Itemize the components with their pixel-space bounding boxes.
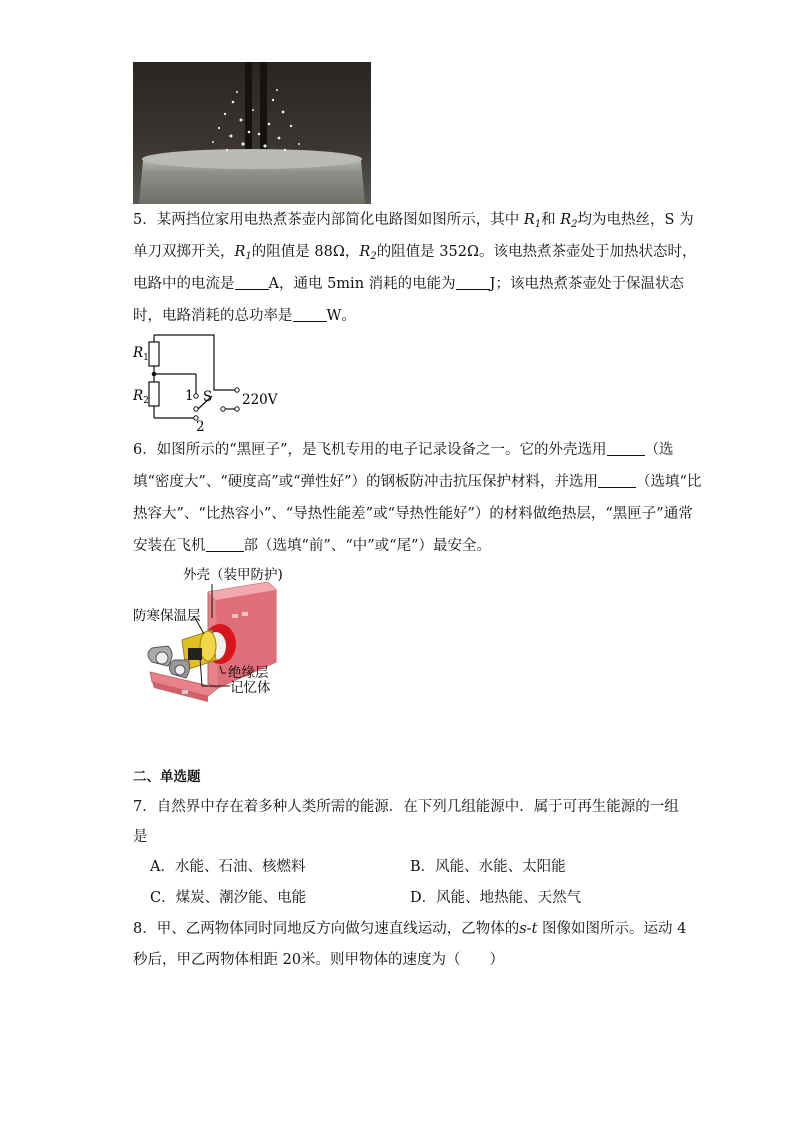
circuit-diagram [130, 330, 290, 432]
switch-label: S [203, 389, 213, 405]
section-heading-single-choice: 二、单选题 [133, 769, 201, 785]
label-cold-protection-layer: 防寒保温层 [133, 608, 201, 624]
q6-line-2: 填“密度大”、“硬度高”或“弹性好”）的钢板防冲击抗压保护材料，并选用 （选填“比 [133, 474, 702, 490]
q8-line-1: 8．甲、乙两物体同时同地反方向做匀速直线运动，乙物体的s-t 图像如图所示。运动 4 [133, 921, 687, 937]
contact-2-label: 2 [196, 419, 205, 432]
q8-line-2: 秒后，甲乙两物体相距 20米。则甲物体的速度为（ ） [133, 952, 505, 968]
q7-line-2: 是 [133, 829, 148, 845]
q5-line-2: 单刀双掷开关，$R_1$的阻值是 88Ω，$R_2$的阻值是 352Ω。该电热煮茶壶处于加热状态时， [133, 244, 697, 262]
q5-line-4: 时，电路消耗的总功率是 W。 [133, 308, 356, 324]
answer-blank[interactable] [206, 537, 244, 552]
answer-blank[interactable] [456, 275, 490, 290]
r1-label: $R_1$ [133, 345, 149, 363]
answer-blank[interactable] [235, 275, 269, 290]
answer-blank[interactable] [598, 473, 636, 488]
q7-option-b[interactable]: B．风能、水能、太阳能 [410, 859, 566, 875]
q7-option-c[interactable]: C．煤炭、潮汐能、电能 [150, 890, 307, 906]
black-box-figure [130, 562, 310, 720]
label-insulation-layer: 绝缘层 [228, 665, 269, 681]
voltage-label: 220V [242, 392, 278, 408]
q5-line-1: 5．某两挡位家用电热煮茶壶内部简化电路图如图所示，其中 $R_1$和 $R_2$均为电热丝，S 为 [133, 212, 694, 230]
label-shell: 外壳（装甲防护) [183, 567, 283, 583]
answer-blank[interactable] [293, 307, 327, 322]
q6-line-3: 热容大”、“比热容小”、“导热性能差”或“导热性能好”）的材料做绝热层，“黑匣子”通常 [133, 506, 693, 522]
r2-label: $R_2$ [133, 388, 149, 406]
q6-line-4: 安装在飞机 部（选填“前”、“中”或“尾”）最安全。 [133, 538, 491, 554]
label-memory-unit: 记忆体 [230, 680, 271, 696]
q7-option-a[interactable]: A．水能、石油、核燃料 [150, 859, 306, 875]
q5-line-3: 电路中的电流是 A，通电 5min 消耗的电能为 J；该电热煮茶壶处于保温状态 [133, 276, 684, 292]
splash-photo [133, 62, 371, 204]
q6-line-1: 6．如图所示的“黑匣子”，是飞机专用的电子记录设备之一。它的外壳选用 （选 [133, 442, 674, 458]
q7-option-d[interactable]: D．风能、地热能、天然气 [410, 890, 582, 906]
contact-1-label: 1 [185, 388, 194, 404]
q7-line-1: 7．自然界中存在着多种人类所需的能源．在下列几组能源中．属于可再生能源的一组 [133, 799, 679, 815]
answer-blank[interactable] [607, 441, 645, 456]
